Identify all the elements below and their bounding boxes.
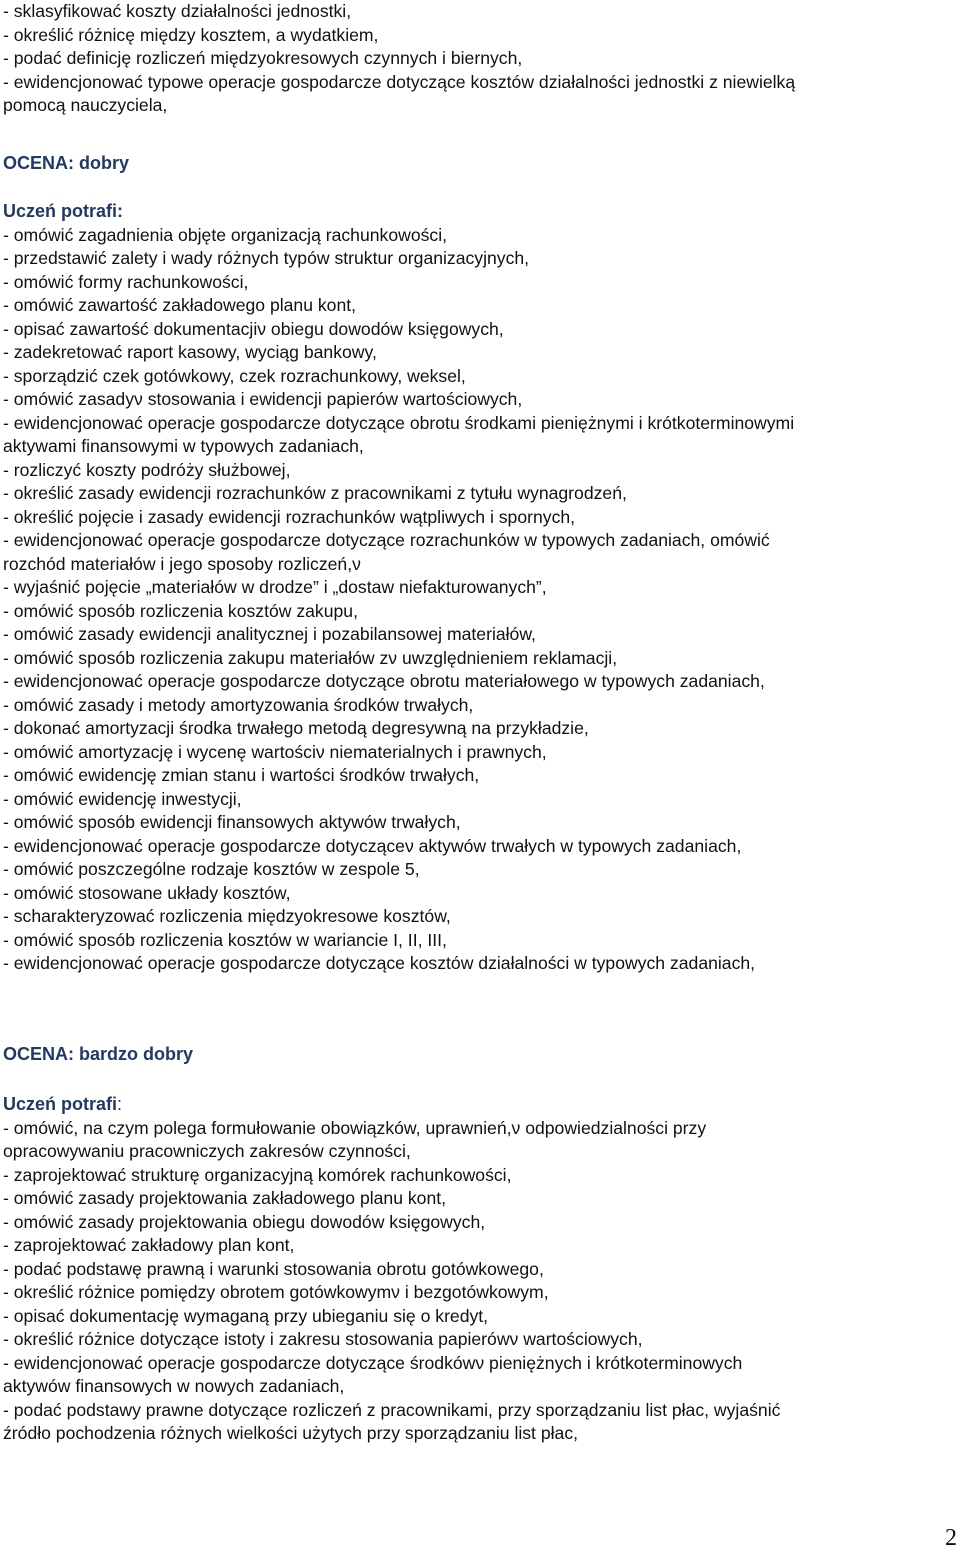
list-item: - określić różnice dotyczące istoty i zakresu stosowania papierówν wartościowych, [3, 1329, 643, 1349]
section-very-good-list [3, 1093, 960, 1446]
student-can-colon: : [117, 1094, 123, 1114]
list-item: - sporządzić czek gotówkowy, czek rozrachunkowy, weksel, [3, 365, 466, 386]
list-item: - zaprojektować strukturę organizacyjną komórek rachunkowości, [3, 1164, 512, 1185]
list-item: - omówić sposób rozliczenia kosztów w wariancie I, II, III, [3, 929, 447, 950]
list-item: - omówić zawartość zakładowego planu kont, [3, 295, 357, 315]
list-item: - podać definicję rozliczeń międzyokresowych czynnych i biernych, [3, 48, 523, 68]
grade-good-heading-block [3, 152, 960, 176]
list-item: - omówić sposób rozliczenia zakupu materiałów zν uwzględnieniem reklamacji, [3, 647, 618, 668]
grade-very-good-heading-block [3, 1043, 960, 1067]
list-item: - omówić ewidencję inwestycji, [3, 788, 242, 809]
list-item: - omówić zasady projektowania zakładowego planu kont, [3, 1188, 447, 1208]
grade-heading: OCENA: bardzo dobry [3, 1044, 194, 1064]
list-item [3, 976, 960, 1000]
list-item: - omówić zasady i metody amortyzowania środków trwałych, [3, 694, 474, 715]
list-item: opracowywaniu pracowniczych zakresów czynności, [3, 1141, 411, 1161]
student-can-label: Uczeń potrafi [3, 1094, 118, 1114]
list-item: - określić zasady ewidencji rozrachunków z pracownikami z tytułu wynagrodzeń, [3, 483, 627, 503]
list-item: aktywami finansowymi w typowych zadaniach, [3, 436, 364, 456]
page-number: 2 [945, 1525, 957, 1551]
list-item: - opisać dokumentację wymaganą przy ubieganiu się o kredyt, [3, 1305, 489, 1326]
section-good-list [3, 200, 960, 999]
list-item: - ewidencjonować operacje gospodarcze dotyczące rozrachunków w typowych zadaniach, omówić [3, 530, 770, 550]
list-item: - określić różnicę między kosztem, a wydatkiem, [3, 24, 379, 45]
list-item: - omówić stosowane układy kosztów, [3, 882, 291, 903]
list-item: - podać podstawę prawną i warunki stosowania obrotu gotówkowego, [3, 1258, 544, 1279]
list-item: rozchód materiałów i jego sposoby rozliczeń,ν [3, 553, 361, 574]
student-can-heading: Uczeń potrafi: [3, 201, 124, 221]
list-item: - rozliczyć koszty podróży służbowej, [3, 459, 291, 480]
list-item: - ewidencjonować operacje gospodarcze dotyczące obrotu materiałowego w typowych zadaniach, [3, 671, 765, 691]
list-item: - zaprojektować zakładowy plan kont, [3, 1235, 295, 1255]
list-item: źródło pochodzenia różnych wielkości użytych przy sporządzaniu list płac, [3, 1423, 579, 1443]
section-intro-list [3, 0, 960, 118]
list-item: - przedstawić zalety i wady różnych typów struktur organizacyjnych, [3, 248, 530, 268]
list-item: - scharakteryzować rozliczenia międzyokresowe kosztów, [3, 906, 451, 926]
list-item: - omówić sposób rozliczenia kosztów zakupu, [3, 600, 358, 621]
list-item: - dokonać amortyzacji środka trwałego metodą degresywną na przykładzie, [3, 718, 589, 738]
list-item: - podać podstawy prawne dotyczące rozliczeń z pracownikami, przy sporządzaniu list płac, wyjaśnić [3, 1399, 781, 1420]
list-item: - ewidencjonować operacje gospodarcze dotyczące kosztów działalności w typowych zadaniach, [3, 953, 756, 973]
list-item: - omówić formy rachunkowości, [3, 271, 249, 292]
list-item: - określić różnice pomiędzy obrotem gotówkowymν i bezgotówkowym, [3, 1282, 549, 1302]
list-item: - opisać zawartość dokumentacjiν obiegu dowodów księgowych, [3, 318, 504, 339]
list-item: - ewidencjonować typowe operacje gospodarcze dotyczące kosztów działalności jednostki z niewielką [3, 71, 796, 92]
list-item: - określić pojęcie i zasady ewidencji rozrachunków wątpliwych i spornych, [3, 506, 576, 527]
list-item: - omówić zasady projektowania obiegu dowodów księgowych, [3, 1211, 486, 1232]
list-item: aktywów finansowych w nowych zadaniach, [3, 1376, 345, 1396]
list-item: pomocą nauczyciela, [3, 95, 168, 115]
list-item: - ewidencjonować operacje gospodarcze dotyczące środkówν pieniężnych i krótkoterminowych [3, 1352, 743, 1373]
list-item: - omówić ewidencję zmian stanu i wartości środków trwałych, [3, 765, 480, 785]
list-item: - zadekretować raport kasowy, wyciąg bankowy, [3, 342, 377, 362]
list-item: - omówić sposób ewidencji finansowych aktywów trwałych, [3, 812, 461, 832]
list-item: - omówić, na czym polega formułowanie obowiązków, uprawnień,ν odpowiedzialności przy [3, 1117, 707, 1138]
student-can-heading [3, 1093, 960, 1117]
list-item: - omówić zasady ewidencji analitycznej i pozabilansowej materiałów, [3, 624, 536, 644]
list-item: - sklasyfikować koszty działalności jednostki, [3, 1, 352, 21]
list-item: - omówić amortyzację i wycenę wartościν niematerialnych i prawnych, [3, 741, 547, 762]
list-item: - ewidencjonować operacje gospodarcze dotycząceν aktywów trwałych w typowych zadaniach, [3, 835, 742, 856]
list-item: - omówić zasadyν stosowania i ewidencji papierów wartościowych, [3, 389, 523, 409]
grade-heading: OCENA: dobry [3, 153, 129, 173]
list-item: - omówić zagadnienia objęte organizacją rachunkowości, [3, 224, 448, 245]
list-item: - wyjaśnić pojęcie „materiałów w drodze” i „dostaw niefakturowanych”, [3, 577, 547, 597]
list-item: - ewidencjonować operacje gospodarcze dotyczące obrotu środkami pieniężnymi i krótkoterminowymi [3, 412, 795, 433]
list-item: - omówić poszczególne rodzaje kosztów w zespole 5, [3, 859, 420, 879]
